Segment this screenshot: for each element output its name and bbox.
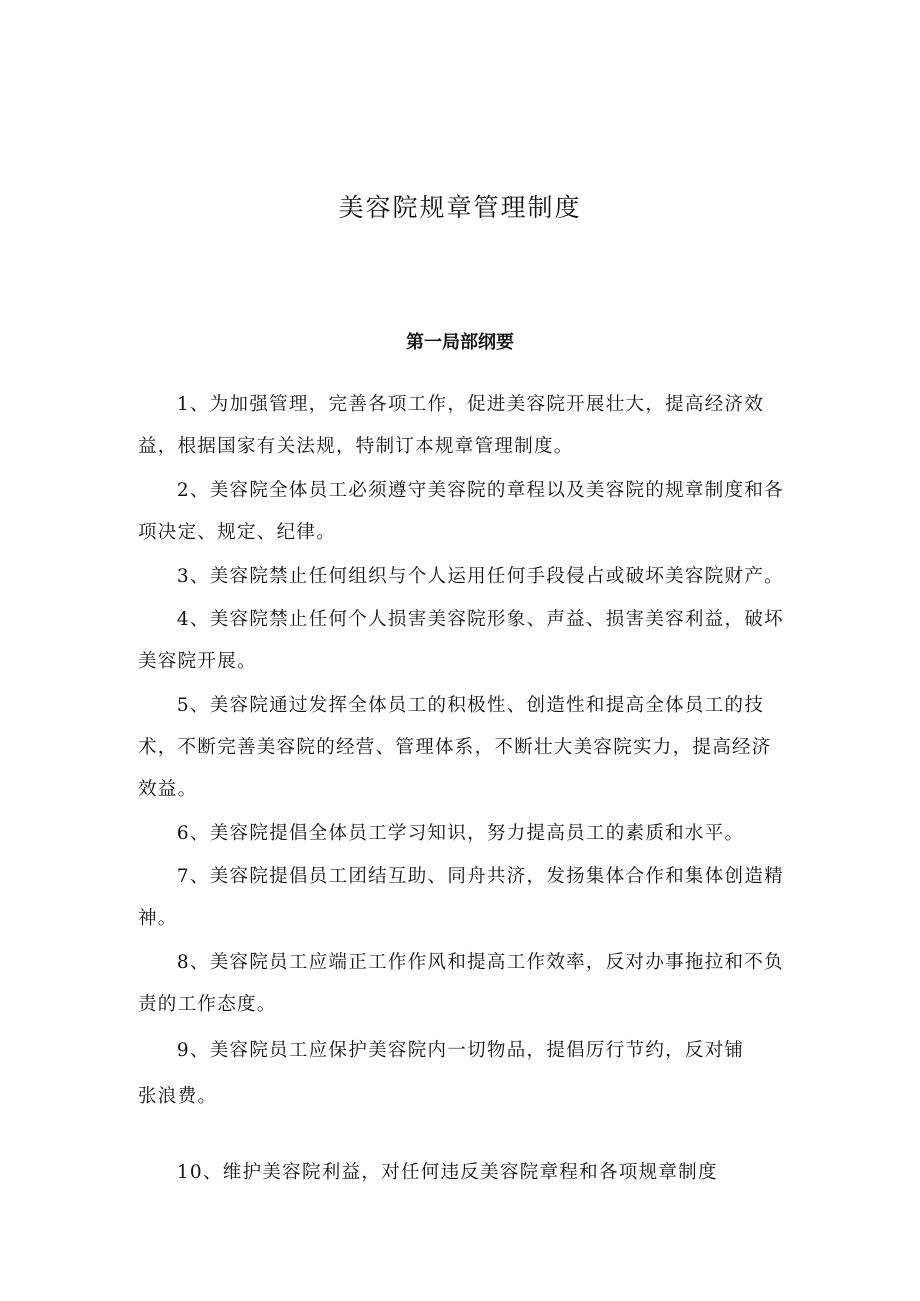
paragraph-7: 7、美容院提倡员工团结互助、同舟共济，发扬集体合作和集体创造精神。 bbox=[138, 866, 784, 929]
document-title: 美容院规章管理制度 bbox=[338, 193, 582, 222]
paragraph-8: 8、美容院员工应端正工作作风和提高工作效率，反对办事拖拉和不负责的工作态度。 bbox=[138, 952, 784, 1015]
paragraph-4: 4、美容院禁止任何个人损害美容院形象、声益、损害美容利益，破坏美容院开展。 bbox=[138, 609, 784, 672]
paragraph-3: 3、美容院禁止任何组织与个人运用任何手段侵占或破坏美容院财产。 bbox=[176, 566, 784, 587]
section-heading: 第一局部纲要 bbox=[406, 332, 514, 353]
paragraph-6: 6、美容院提倡全体员工学习知识，努力提高员工的素质和水平。 bbox=[176, 823, 745, 844]
paragraph-1: 1、为加强管理，完善各项工作，促进美容院开展壮大，提高经济效益，根据国家有关法规，特制订本规章管理制度。 bbox=[138, 394, 765, 457]
paragraph-9: 9、美容院员工应保护美容院内一切物品，提倡厉行节约，反对铺张浪费。 bbox=[138, 1040, 745, 1107]
paragraph-10: 10、维护美容院利益，对任何违反美容院章程和各项规章制度 bbox=[176, 1162, 718, 1183]
paragraph-2: 2、美容院全体员工必须遵守美容院的章程以及美容院的规章制度和各项决定、规定、纪律。 bbox=[138, 480, 784, 543]
paragraph-5: 5、美容院通过发挥全体员工的积极性、创造性和提高全体员工的技术，不断完善美容院的经营、管理体系，不断壮大美容院实力，提高经济效益。 bbox=[138, 695, 772, 800]
